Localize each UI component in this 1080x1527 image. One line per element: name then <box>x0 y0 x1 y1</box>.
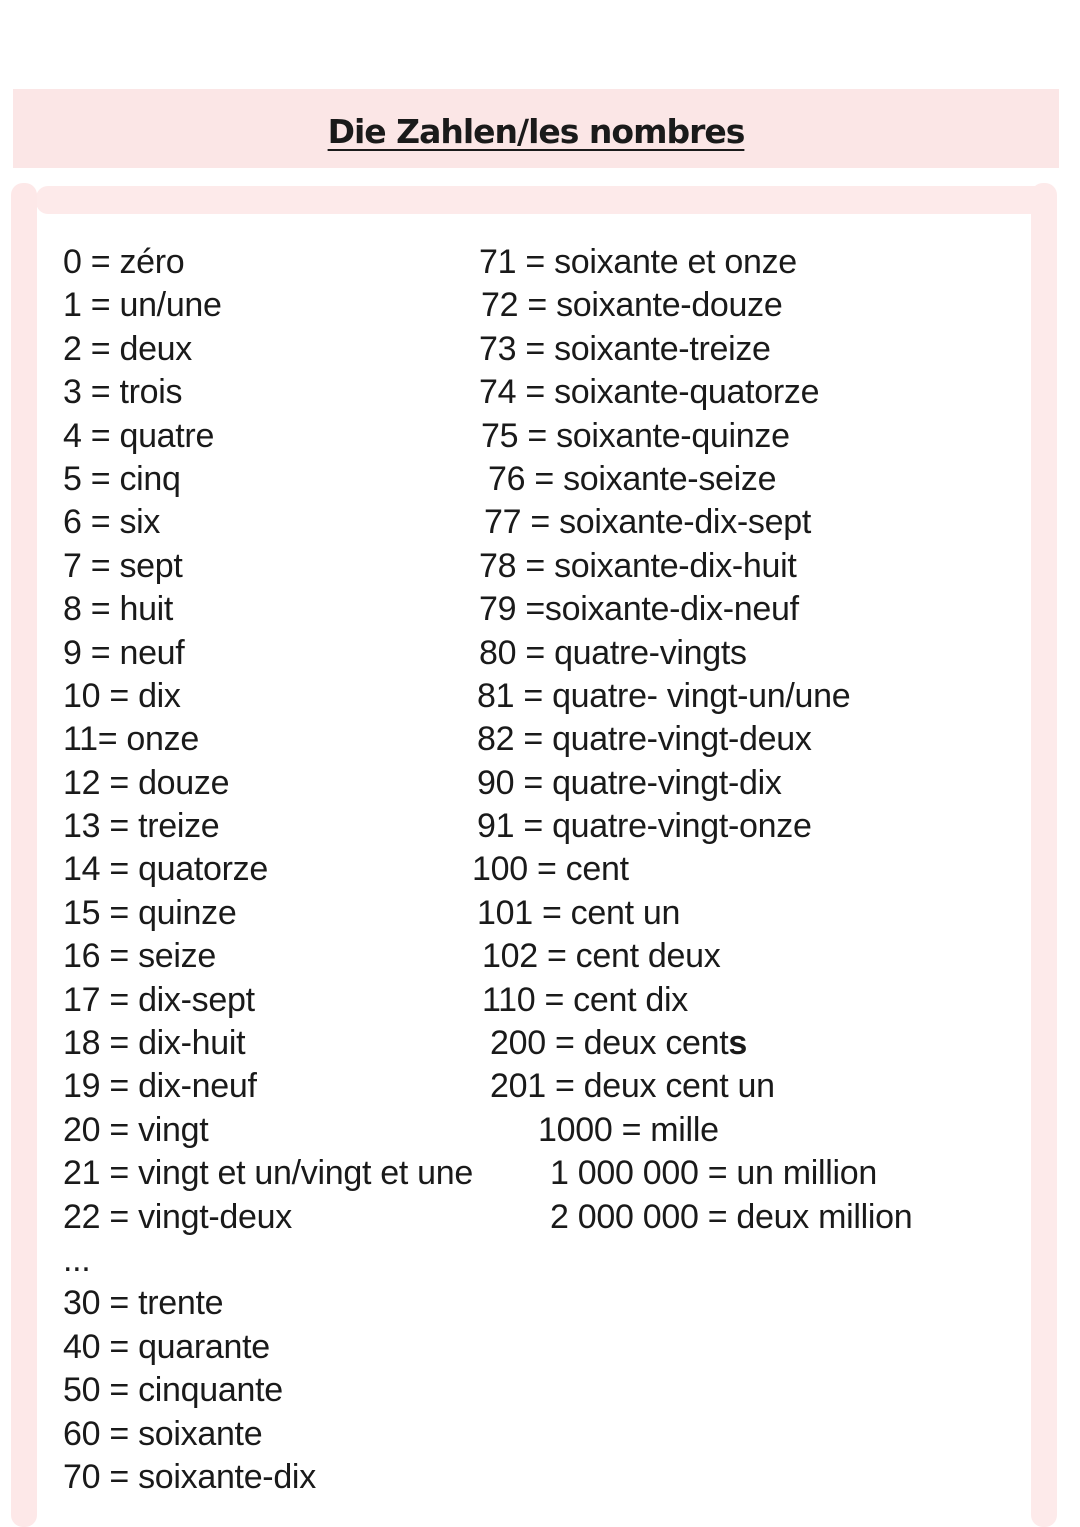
number-entry: 102 = cent deux <box>482 937 721 976</box>
number-entry: 20 = vingt <box>63 1110 209 1149</box>
number-entry: 71 = soixante et onze <box>479 243 797 281</box>
number-entry: 8 = huit <box>63 590 174 629</box>
number-entry: 72 = soixante-douze <box>481 286 783 325</box>
number-entry: 11= onze <box>63 720 199 759</box>
number-entry: 100 = cent <box>472 850 629 889</box>
number-entry: 16 = seize <box>63 937 216 976</box>
number-entry: 1 = un/une <box>63 286 222 325</box>
number-entry: 19 = dix-neuf <box>63 1067 257 1106</box>
number-entry: 76 = soixante-seize <box>488 459 777 498</box>
number-entry: 1 000 000 = un million <box>550 1154 878 1193</box>
number-entry: 21 = vingt et un/vingt et une <box>63 1154 473 1193</box>
number-entry: 10 = dix <box>63 676 181 715</box>
number-entry: 3 = trois <box>63 373 183 412</box>
number-entry: 91 = quatre-vingt-onze <box>477 807 812 846</box>
number-entry: 82 = quatre-vingt-deux <box>477 720 812 759</box>
number-entry: 17 = dix-sept <box>63 980 255 1019</box>
number-entry: 60 = soixante <box>63 1414 263 1453</box>
number-entry: 18 = dix-huit <box>63 1024 246 1063</box>
number-entry: 5 = cinq <box>63 459 181 498</box>
number-entry: 101 = cent un <box>477 893 681 932</box>
number-entry: 2 000 000 = deux million <box>550 1197 913 1236</box>
number-entry: 30 = trente <box>63 1284 224 1323</box>
number-entry: 40 = quarante <box>63 1327 270 1366</box>
number-entry: 81 = quatre- vingt-un/une <box>477 676 851 715</box>
deux-cents-text: 200 = deux cent <box>490 1024 729 1063</box>
number-entry: 75 = soixante-quinze <box>481 416 790 455</box>
frame-top-border <box>36 186 1048 214</box>
number-entry: 70 = soixante-dix <box>63 1457 316 1496</box>
page-title: Die Zahlen/les nombres <box>327 112 745 151</box>
number-entry: 110 = cent dix <box>482 980 688 1019</box>
number-entry: 201 = deux cent un <box>490 1067 775 1106</box>
number-entry: 22 = vingt-deux <box>63 1197 292 1236</box>
number-entry: 79 =soixante-dix-neuf <box>479 590 799 629</box>
number-entry: 78 = soixante-dix-huit <box>479 546 797 585</box>
number-entry: 9 = neuf <box>63 633 185 672</box>
right-number-list <box>0 241 1031 1239</box>
frame-right-border <box>1031 183 1057 1527</box>
number-entry: 73 = soixante-treize <box>479 329 771 368</box>
number-entry: 1000 = mille <box>538 1110 719 1149</box>
number-entry: 13 = treize <box>63 807 220 846</box>
number-entry: 90 = quatre-vingt-dix <box>477 763 782 802</box>
number-entry: 4 = quatre <box>63 416 215 455</box>
number-entry: 74 = soixante-quatorze <box>479 373 820 412</box>
number-entry: 14 = quatorze <box>63 850 268 889</box>
number-entry: 12 = douze <box>63 763 230 802</box>
number-entry: 77 = soixante-dix-sept <box>484 503 811 542</box>
ellipsis: ... <box>63 1240 91 1279</box>
number-entry: 0 = zéro <box>63 243 185 281</box>
number-entry: 6 = six <box>63 503 161 542</box>
number-entry: 2 = deux <box>63 329 192 368</box>
plural-s-emphasis: s <box>728 1024 748 1063</box>
number-entry: 50 = cinquante <box>63 1371 283 1410</box>
number-entry: 15 = quinze <box>63 893 237 932</box>
number-entry: 7 = sept <box>63 546 183 585</box>
number-entry-deux-cents <box>490 1022 747 1065</box>
number-entry: 80 = quatre-vingts <box>479 633 747 672</box>
